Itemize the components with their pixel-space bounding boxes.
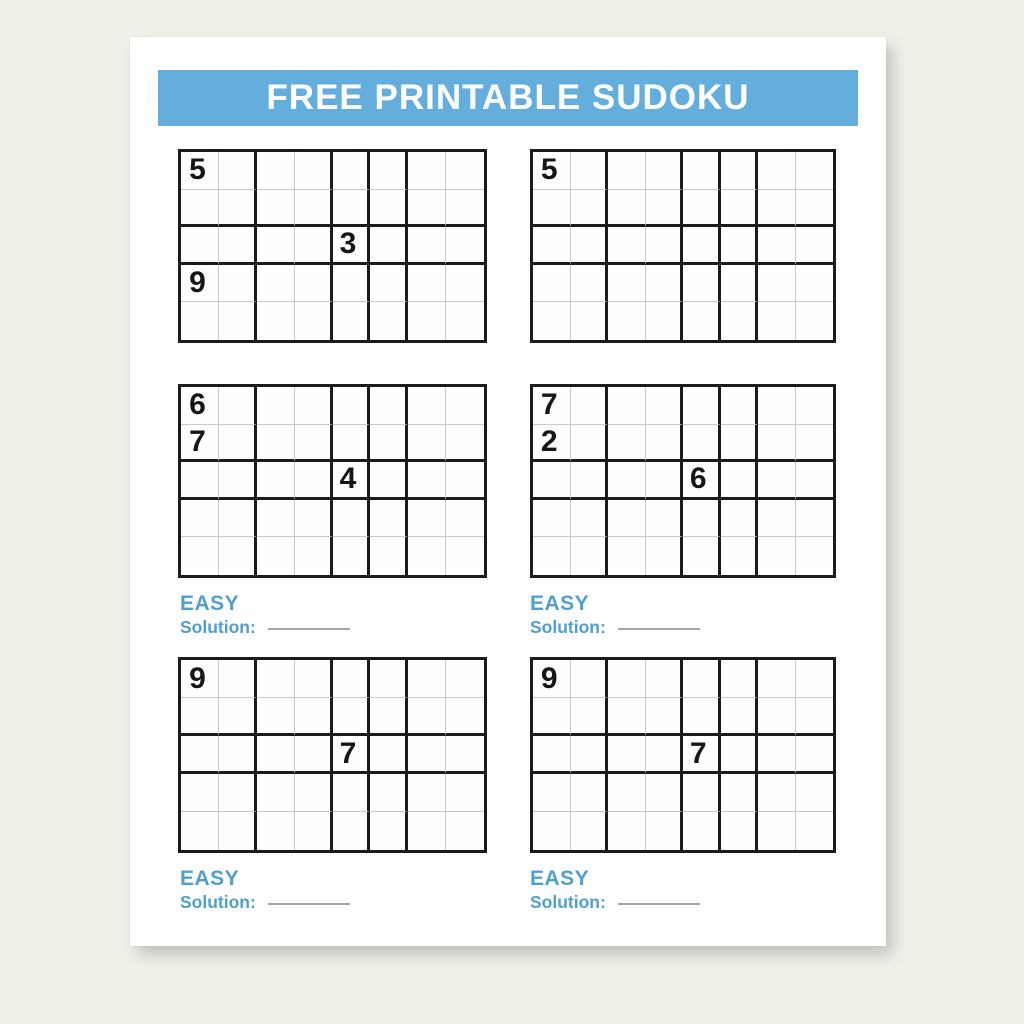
grid-cell xyxy=(219,774,257,812)
grid-cell xyxy=(646,698,684,736)
grid-cell xyxy=(333,265,371,303)
grid-cell xyxy=(333,774,371,812)
grid-cell xyxy=(796,698,834,736)
grid-cell xyxy=(758,302,796,340)
grid-cell xyxy=(683,265,721,303)
given-number: 2 xyxy=(540,424,558,458)
grid-cell xyxy=(683,774,721,812)
given-number: 7 xyxy=(689,736,707,770)
given-number: 6 xyxy=(189,388,206,422)
grid-cell xyxy=(446,265,484,303)
grid-cell xyxy=(758,387,796,425)
grid-cell xyxy=(571,190,609,228)
grid-cell xyxy=(333,736,371,774)
grid-cell xyxy=(608,265,646,303)
grid-cell xyxy=(219,736,257,774)
grid-cell xyxy=(408,227,446,265)
grid-cell xyxy=(181,425,219,463)
grid-cell xyxy=(683,425,721,463)
grid-cell xyxy=(758,774,796,812)
grid-cell xyxy=(408,698,446,736)
solution-blank-line xyxy=(618,902,700,905)
grid-cell xyxy=(796,500,834,538)
grid-cell xyxy=(219,387,257,425)
grid-cell xyxy=(646,265,684,303)
grid-cell xyxy=(646,387,684,425)
grid-cell xyxy=(295,660,333,698)
solution-label: Solution: xyxy=(530,617,606,638)
grid-cell xyxy=(370,698,408,736)
grid-cell xyxy=(446,190,484,228)
grid-cell xyxy=(571,500,609,538)
grid-cell xyxy=(646,736,684,774)
grid-cell xyxy=(758,736,796,774)
grid-cell xyxy=(646,425,684,463)
grid-cell xyxy=(533,736,571,774)
grid-cell xyxy=(408,265,446,303)
grid-cell xyxy=(758,462,796,500)
grid-cell xyxy=(571,736,609,774)
grid-cell xyxy=(446,387,484,425)
grid-cell xyxy=(721,736,759,774)
grid-cell xyxy=(721,227,759,265)
grid-cell xyxy=(333,302,371,340)
grid-cell xyxy=(683,736,721,774)
grid-cell xyxy=(333,227,371,265)
grid-cell xyxy=(219,190,257,228)
grid-cell xyxy=(219,152,257,190)
grid-cell xyxy=(721,698,759,736)
grid-cell xyxy=(721,190,759,228)
grid-cell xyxy=(408,387,446,425)
grid-cell xyxy=(796,387,834,425)
grid-cell xyxy=(370,537,408,575)
title-banner xyxy=(158,70,858,126)
grid-cell xyxy=(257,698,295,736)
grid-cell xyxy=(370,387,408,425)
grid-cell xyxy=(257,537,295,575)
grid-cell xyxy=(370,152,408,190)
grid-cell xyxy=(181,152,219,190)
grid-cell xyxy=(796,190,834,228)
grid-cell xyxy=(796,152,834,190)
grid-cell xyxy=(533,500,571,538)
grid-cell xyxy=(181,227,219,265)
grid-cell xyxy=(721,387,759,425)
grid-cell xyxy=(608,462,646,500)
grid-cell xyxy=(758,227,796,265)
grid-cell xyxy=(408,537,446,575)
grid-cell xyxy=(796,265,834,303)
grid-cell xyxy=(721,462,759,500)
grid-cell xyxy=(533,425,571,463)
grid-cell xyxy=(758,425,796,463)
grid-cell xyxy=(446,660,484,698)
grid-cell xyxy=(683,302,721,340)
grid-cell xyxy=(181,265,219,303)
grid-cell xyxy=(219,660,257,698)
grid-cell xyxy=(796,462,834,500)
grid-cell xyxy=(370,302,408,340)
grid-cell xyxy=(796,660,834,698)
grid-cell xyxy=(333,698,371,736)
worksheet-page xyxy=(130,37,886,946)
grid-cell xyxy=(646,302,684,340)
grid-cell xyxy=(721,774,759,812)
grid-cell xyxy=(370,425,408,463)
sudoku-grid-middle-left xyxy=(178,384,487,578)
grid-cell xyxy=(446,812,484,850)
grid-cell xyxy=(758,152,796,190)
grid-cell xyxy=(608,152,646,190)
grid-cell xyxy=(571,660,609,698)
grid-cell xyxy=(295,812,333,850)
grid-cell xyxy=(408,500,446,538)
grid-cell xyxy=(257,500,295,538)
grid-cell xyxy=(181,774,219,812)
grid-cell xyxy=(295,227,333,265)
grid-cell xyxy=(758,812,796,850)
solution-label: Solution: xyxy=(180,892,256,913)
grid-cell xyxy=(646,462,684,500)
grid-cell xyxy=(219,698,257,736)
grid-cell xyxy=(796,736,834,774)
grid-cell xyxy=(683,462,721,500)
grid-cell xyxy=(571,152,609,190)
grid-cell xyxy=(683,227,721,265)
sudoku-grid-bottom-right xyxy=(530,657,836,853)
grid-cell xyxy=(333,387,371,425)
grid-cell xyxy=(257,774,295,812)
grid-cell xyxy=(721,152,759,190)
grid-cell xyxy=(370,812,408,850)
grid-cell xyxy=(408,660,446,698)
puzzle-footer-middle-right xyxy=(530,592,760,638)
given-number: 5 xyxy=(189,153,206,187)
grid-cell xyxy=(446,425,484,463)
given-number: 7 xyxy=(339,736,357,770)
sudoku-grid-middle-right xyxy=(530,384,836,578)
grid-cell xyxy=(257,302,295,340)
grid-cell xyxy=(295,774,333,812)
grid-cell xyxy=(683,812,721,850)
grid-cell xyxy=(257,462,295,500)
grid-cell xyxy=(796,425,834,463)
grid-cell xyxy=(533,462,571,500)
grid-cell xyxy=(370,500,408,538)
grid-cell xyxy=(257,227,295,265)
grid-cell xyxy=(333,425,371,463)
grid-cell xyxy=(571,698,609,736)
grid-cell xyxy=(796,537,834,575)
grid-cell xyxy=(646,774,684,812)
grid-cell xyxy=(758,500,796,538)
grid-cell xyxy=(571,774,609,812)
grid-cell xyxy=(181,698,219,736)
grid-cell xyxy=(408,812,446,850)
grid-cell xyxy=(571,425,609,463)
page-title: FREE PRINTABLE SUDOKU xyxy=(266,78,750,117)
given-number: 5 xyxy=(540,153,558,187)
grid-cell xyxy=(446,302,484,340)
solution-label: Solution: xyxy=(180,617,256,638)
grid-cell xyxy=(370,265,408,303)
grid-cell xyxy=(646,660,684,698)
given-number: 6 xyxy=(689,462,707,496)
grid-cell xyxy=(446,774,484,812)
grid-cell xyxy=(181,302,219,340)
grid-cell xyxy=(683,537,721,575)
grid-cell xyxy=(796,812,834,850)
sudoku-grid-bottom-left xyxy=(178,657,487,853)
grid-cell xyxy=(181,736,219,774)
sudoku-grid-top-left xyxy=(178,149,487,343)
grid-cell xyxy=(446,500,484,538)
grid-cell xyxy=(758,537,796,575)
grid-cell xyxy=(646,152,684,190)
grid-cell xyxy=(295,265,333,303)
grid-cell xyxy=(721,500,759,538)
grid-cell xyxy=(683,500,721,538)
grid-cell xyxy=(295,152,333,190)
grid-cell xyxy=(571,812,609,850)
grid-cell xyxy=(446,152,484,190)
grid-cell xyxy=(219,537,257,575)
grid-cell xyxy=(533,152,571,190)
grid-cell xyxy=(408,774,446,812)
grid-cell xyxy=(446,537,484,575)
difficulty-label: EASY xyxy=(530,867,590,890)
grid-cell xyxy=(608,736,646,774)
grid-cell xyxy=(333,500,371,538)
grid-cell xyxy=(608,227,646,265)
grid-cell xyxy=(683,660,721,698)
grid-cell xyxy=(446,736,484,774)
grid-cell xyxy=(608,387,646,425)
grid-cell xyxy=(333,190,371,228)
grid-cell xyxy=(758,190,796,228)
puzzle-footer-middle-left xyxy=(180,592,410,638)
grid-cell xyxy=(721,812,759,850)
grid-cell xyxy=(370,462,408,500)
grid-cell xyxy=(219,462,257,500)
given-number: 9 xyxy=(189,661,206,695)
grid-cell xyxy=(533,190,571,228)
grid-cell xyxy=(408,190,446,228)
grid-cell xyxy=(219,302,257,340)
grid-cell xyxy=(646,190,684,228)
grid-cell xyxy=(257,152,295,190)
given-number: 4 xyxy=(339,462,357,496)
grid-cell xyxy=(571,462,609,500)
grid-cell xyxy=(796,774,834,812)
grid-cell xyxy=(295,500,333,538)
grid-cell xyxy=(257,812,295,850)
grid-cell xyxy=(608,302,646,340)
grid-cell xyxy=(608,698,646,736)
grid-cell xyxy=(219,265,257,303)
grid-cell xyxy=(181,537,219,575)
grid-cell xyxy=(608,774,646,812)
difficulty-label: EASY xyxy=(530,592,590,615)
grid-cell xyxy=(370,774,408,812)
grid-cell xyxy=(683,698,721,736)
grid-cell xyxy=(181,812,219,850)
grid-cell xyxy=(721,660,759,698)
grid-cell xyxy=(295,698,333,736)
grid-cell xyxy=(683,387,721,425)
grid-cell xyxy=(683,152,721,190)
given-number: 9 xyxy=(189,266,206,300)
grid-cell xyxy=(571,227,609,265)
grid-cell xyxy=(758,265,796,303)
grid-cell xyxy=(181,660,219,698)
grid-cell xyxy=(295,302,333,340)
grid-cell xyxy=(646,500,684,538)
puzzle-footer-bottom-left xyxy=(180,867,410,913)
grid-cell xyxy=(333,462,371,500)
grid-cell xyxy=(571,302,609,340)
grid-cell xyxy=(181,190,219,228)
puzzle-footer-bottom-right xyxy=(530,867,760,913)
grid-cell xyxy=(533,537,571,575)
grid-cell xyxy=(796,302,834,340)
grid-cell xyxy=(181,500,219,538)
grid-cell xyxy=(257,736,295,774)
grid-cell xyxy=(646,812,684,850)
grid-cell xyxy=(219,812,257,850)
grid-cell xyxy=(721,265,759,303)
difficulty-label: EASY xyxy=(180,867,240,890)
grid-cell xyxy=(608,425,646,463)
grid-cell xyxy=(408,425,446,463)
grid-cell xyxy=(295,736,333,774)
sudoku-grid-top-right xyxy=(530,149,836,343)
grid-cell xyxy=(257,265,295,303)
grid-cell xyxy=(533,265,571,303)
grid-cell xyxy=(219,425,257,463)
grid-cell xyxy=(758,698,796,736)
grid-cell xyxy=(571,387,609,425)
grid-cell xyxy=(181,462,219,500)
grid-cell xyxy=(608,812,646,850)
grid-cell xyxy=(333,152,371,190)
grid-cell xyxy=(333,660,371,698)
grid-cell xyxy=(295,387,333,425)
solution-label: Solution: xyxy=(530,892,606,913)
grid-cell xyxy=(721,425,759,463)
grid-cell xyxy=(608,500,646,538)
grid-cell xyxy=(533,774,571,812)
grid-cell xyxy=(533,698,571,736)
given-number: 9 xyxy=(540,661,558,695)
grid-cell xyxy=(333,537,371,575)
grid-cell xyxy=(446,462,484,500)
grid-cell xyxy=(181,387,219,425)
solution-blank-line xyxy=(268,627,350,630)
grid-cell xyxy=(758,660,796,698)
grid-cell xyxy=(533,812,571,850)
grid-cell xyxy=(295,425,333,463)
grid-cell xyxy=(446,698,484,736)
grid-cell xyxy=(408,462,446,500)
grid-cell xyxy=(370,736,408,774)
grid-cell xyxy=(295,462,333,500)
grid-cell xyxy=(683,190,721,228)
grid-cell xyxy=(295,190,333,228)
grid-cell xyxy=(721,537,759,575)
grid-cell xyxy=(333,812,371,850)
grid-cell xyxy=(533,387,571,425)
grid-cell xyxy=(257,425,295,463)
grid-cell xyxy=(533,227,571,265)
grid-cell xyxy=(295,537,333,575)
grid-cell xyxy=(370,660,408,698)
grid-cell xyxy=(370,227,408,265)
grid-cell xyxy=(370,190,408,228)
grid-cell xyxy=(533,660,571,698)
grid-cell xyxy=(533,302,571,340)
grid-cell xyxy=(721,302,759,340)
solution-blank-line xyxy=(268,902,350,905)
grid-cell xyxy=(257,190,295,228)
given-number: 7 xyxy=(540,388,558,422)
grid-cell xyxy=(408,736,446,774)
solution-blank-line xyxy=(618,627,700,630)
difficulty-label: EASY xyxy=(180,592,240,615)
given-number: 3 xyxy=(339,227,357,261)
grid-cell xyxy=(408,152,446,190)
grid-cell xyxy=(408,302,446,340)
grid-cell xyxy=(257,387,295,425)
grid-cell xyxy=(608,190,646,228)
grid-cell xyxy=(646,227,684,265)
grid-cell xyxy=(646,537,684,575)
grid-cell xyxy=(608,660,646,698)
given-number: 7 xyxy=(189,424,206,458)
grid-cell xyxy=(571,265,609,303)
grid-cell xyxy=(796,227,834,265)
grid-cell xyxy=(446,227,484,265)
grid-cell xyxy=(257,660,295,698)
grid-cell xyxy=(219,500,257,538)
grid-cell xyxy=(608,537,646,575)
grid-cell xyxy=(219,227,257,265)
grid-cell xyxy=(571,537,609,575)
